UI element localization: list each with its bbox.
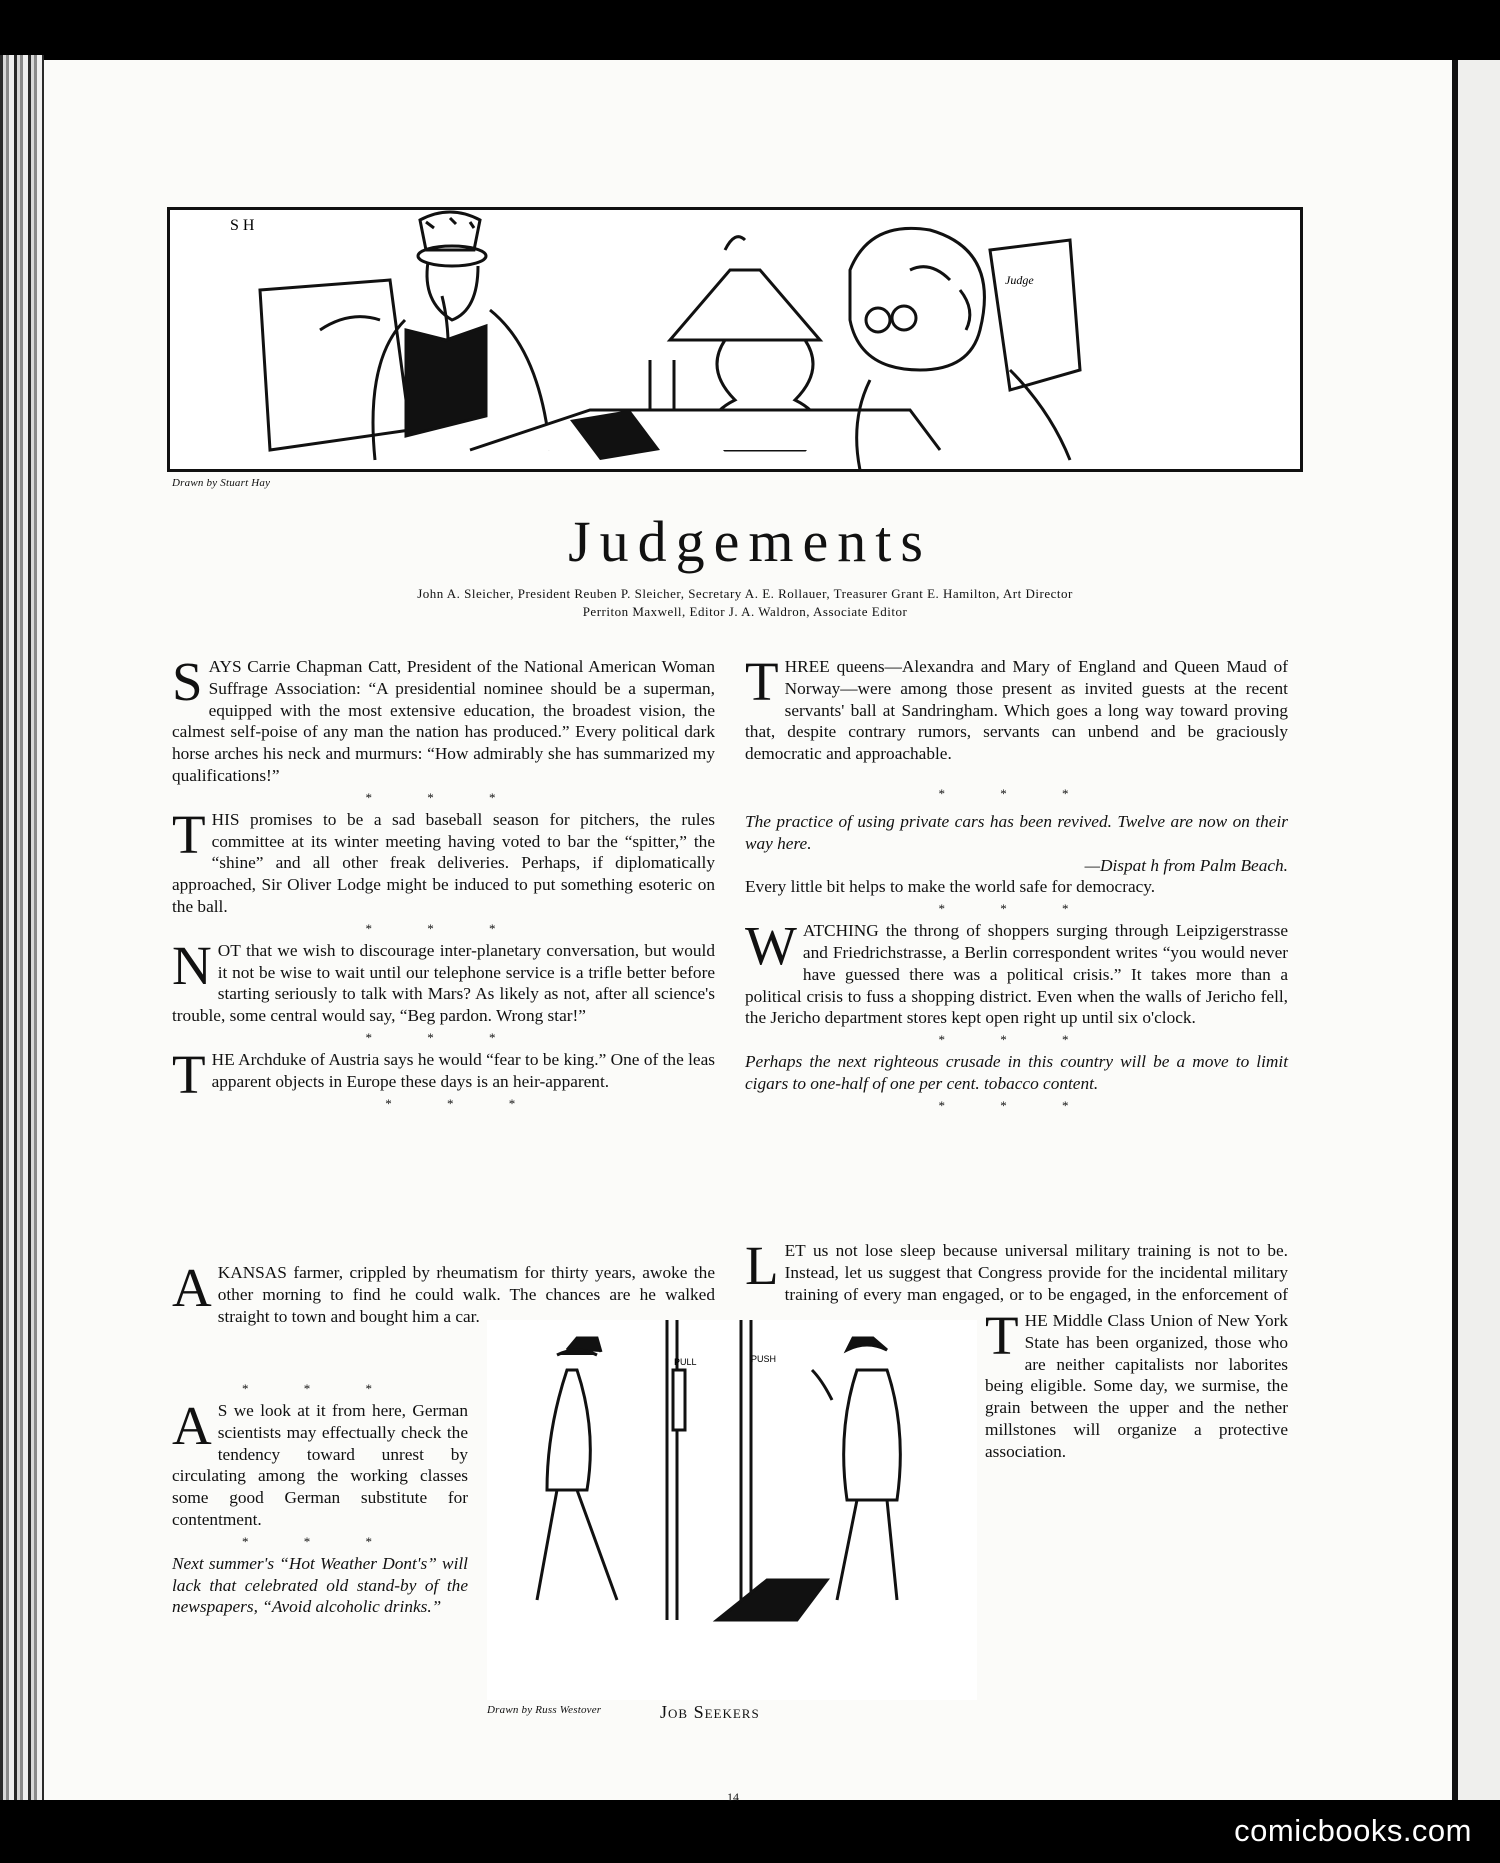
left-column-kansas <box>172 1257 715 1327</box>
separator-stars: * * * <box>938 785 1095 801</box>
job-seekers-drawing <box>487 1320 977 1700</box>
door-pull-sign: PULL <box>674 1357 697 1367</box>
item-democracy: Every little bit helps to make the world safe for democracy. <box>745 877 1156 897</box>
right-narrow-column <box>985 1305 1288 1463</box>
cartoon-credit: Drawn by Russ Westover <box>487 1704 602 1716</box>
uncle-sam-and-judge-drawing <box>170 210 1300 469</box>
masthead-line-2: Perriton Maxwell, Editor J. A. Waldron, Associate Editor <box>582 604 908 619</box>
item-archduke: THE Archduke of Austria says he would “fear to be king.” One of the leas apparent objects in Europe these days is an heir-apparent. <box>172 1043 715 1105</box>
job-seekers-cartoon <box>487 1320 977 1700</box>
right-column <box>745 651 1288 1117</box>
item-queens: THREE queens—Alexandra and Mary of England and Queen Maud of Norway—were among those present as invited guests at the recent servants' ball at Sandringham. Which goes a long way toward proving that, despite contrary rumors, servants can unbend and be graciously democratic and approachable. <box>745 651 1288 764</box>
item-military-top: LET us not lose sleep because universal military training is not to be. Instead, let us suggest that Congress provide for the incidental military training of every man engaged, or to be engaged, in the enforcement of <box>745 1240 1288 1304</box>
separator-stars: * * * <box>242 1381 398 1396</box>
page-number: 14 <box>727 1790 739 1804</box>
separator-stars: * * * <box>365 1029 522 1045</box>
header-illustration <box>167 207 1303 472</box>
watermark-text: comicbooks.com <box>1234 1813 1472 1848</box>
artist-initials: S H <box>230 217 255 234</box>
judge-magazine-label: Judge <box>1005 273 1034 287</box>
cartoon-caption: Job Seekers <box>660 1702 760 1722</box>
item-mars: NOT that we wish to discourage inter-planetary conversation, but would it not be wise to wait until our telephone service is a trifle better before starting seriously to talk with Mars? As likely as not, after all science's trouble, some central would say, “Beg pardon. Wrong star!” <box>172 934 715 1026</box>
right-column-military <box>745 1240 1288 1305</box>
item-hot-weather: Next summer's “Hot Weather Dont's” will lack that celebrated old stand-by of the newspapers, “Avoid alcoholic drinks.” <box>172 1553 468 1617</box>
facing-page-edge <box>1458 60 1500 1800</box>
separator-stars: * * * <box>938 1032 1095 1048</box>
item-middle-class: THE Middle Class Union of New York State has been organized, those who are neither capitalists nor laborites being eligible. Some day, we surmise, the grain between the upper and the nether millstones will organize a protective association. <box>985 1305 1288 1461</box>
item-baseball: THIS promises to be a sad baseball season for pitchers, the rules committee at its winter meeting having voted to bar the “spitter,” the “shine” and all other freak deliveries. Perhaps, if diplomatically approached, Sir Oliver Lodge might be induced to put something esoteric on the ball. <box>172 803 715 916</box>
item-german-scientists: A S we look at it from here, German scientists may effectually check the tendency toward unrest by circulating among the working classes some good German substitute for contentment. <box>172 1395 468 1529</box>
left-column <box>172 651 715 1115</box>
separator-stars: * * * <box>385 1095 542 1111</box>
item-private-cars-attribution: —Dispat h from Palm Beach. <box>1084 855 1288 875</box>
separator-stars: * * * <box>365 920 522 936</box>
item-catt: SAYS Carrie Chapman Catt, President of the National American Woman Suffrage Association: “A presidential nominee should be a superman, equipped with the most extensive education, the broadest vision, the calmest self-poise of any man the nation has produced.” Every political dark horse arches his neck and murmurs: “How admirably she has summarized my qualifications!” <box>172 651 715 785</box>
separator-stars: * * * <box>242 1533 398 1549</box>
book-binding-edge <box>0 55 44 1800</box>
left-narrow-column <box>172 1378 468 1618</box>
separator-stars: * * * <box>365 789 522 805</box>
door-push-sign: PUSH <box>751 1354 777 1364</box>
item-cigars: Perhaps the next righteous crusade in this country will be a move to limit cigars to one-half of one per cent. tobacco content. <box>745 1052 1288 1093</box>
page-title: Judgements <box>568 509 932 574</box>
separator-stars: * * * <box>938 901 1095 917</box>
banner-credit: Drawn by Stuart Hay <box>172 477 271 489</box>
item-private-cars: The practice of using private cars has been revived. Twelve are now on their way here. <box>745 811 1288 853</box>
masthead-line-1: John A. Sleicher, President Reuben P. Sleicher, Secretary A. E. Rollauer, Treasurer Grant E. Hamilton, Art Director <box>417 586 1073 601</box>
item-kansas: AKANSAS farmer, crippled by rheumatism for thirty years, awoke the other morning to find he could walk. The chances are he walked straight to town and bought him a car. <box>172 1257 715 1326</box>
separator-stars: * * * <box>938 1097 1095 1113</box>
item-watching: WATCHING the throng of shoppers surging through Leipzigerstrasse and Friedrichstrasse, a Berlin correspondent writes “you would never have guessed there was a political crisis.” It takes more than a political crisis to fuss a shopping district. Even when the walls of Jericho fell, the Jericho department stores kept open right up until six o'clock. <box>745 915 1288 1028</box>
